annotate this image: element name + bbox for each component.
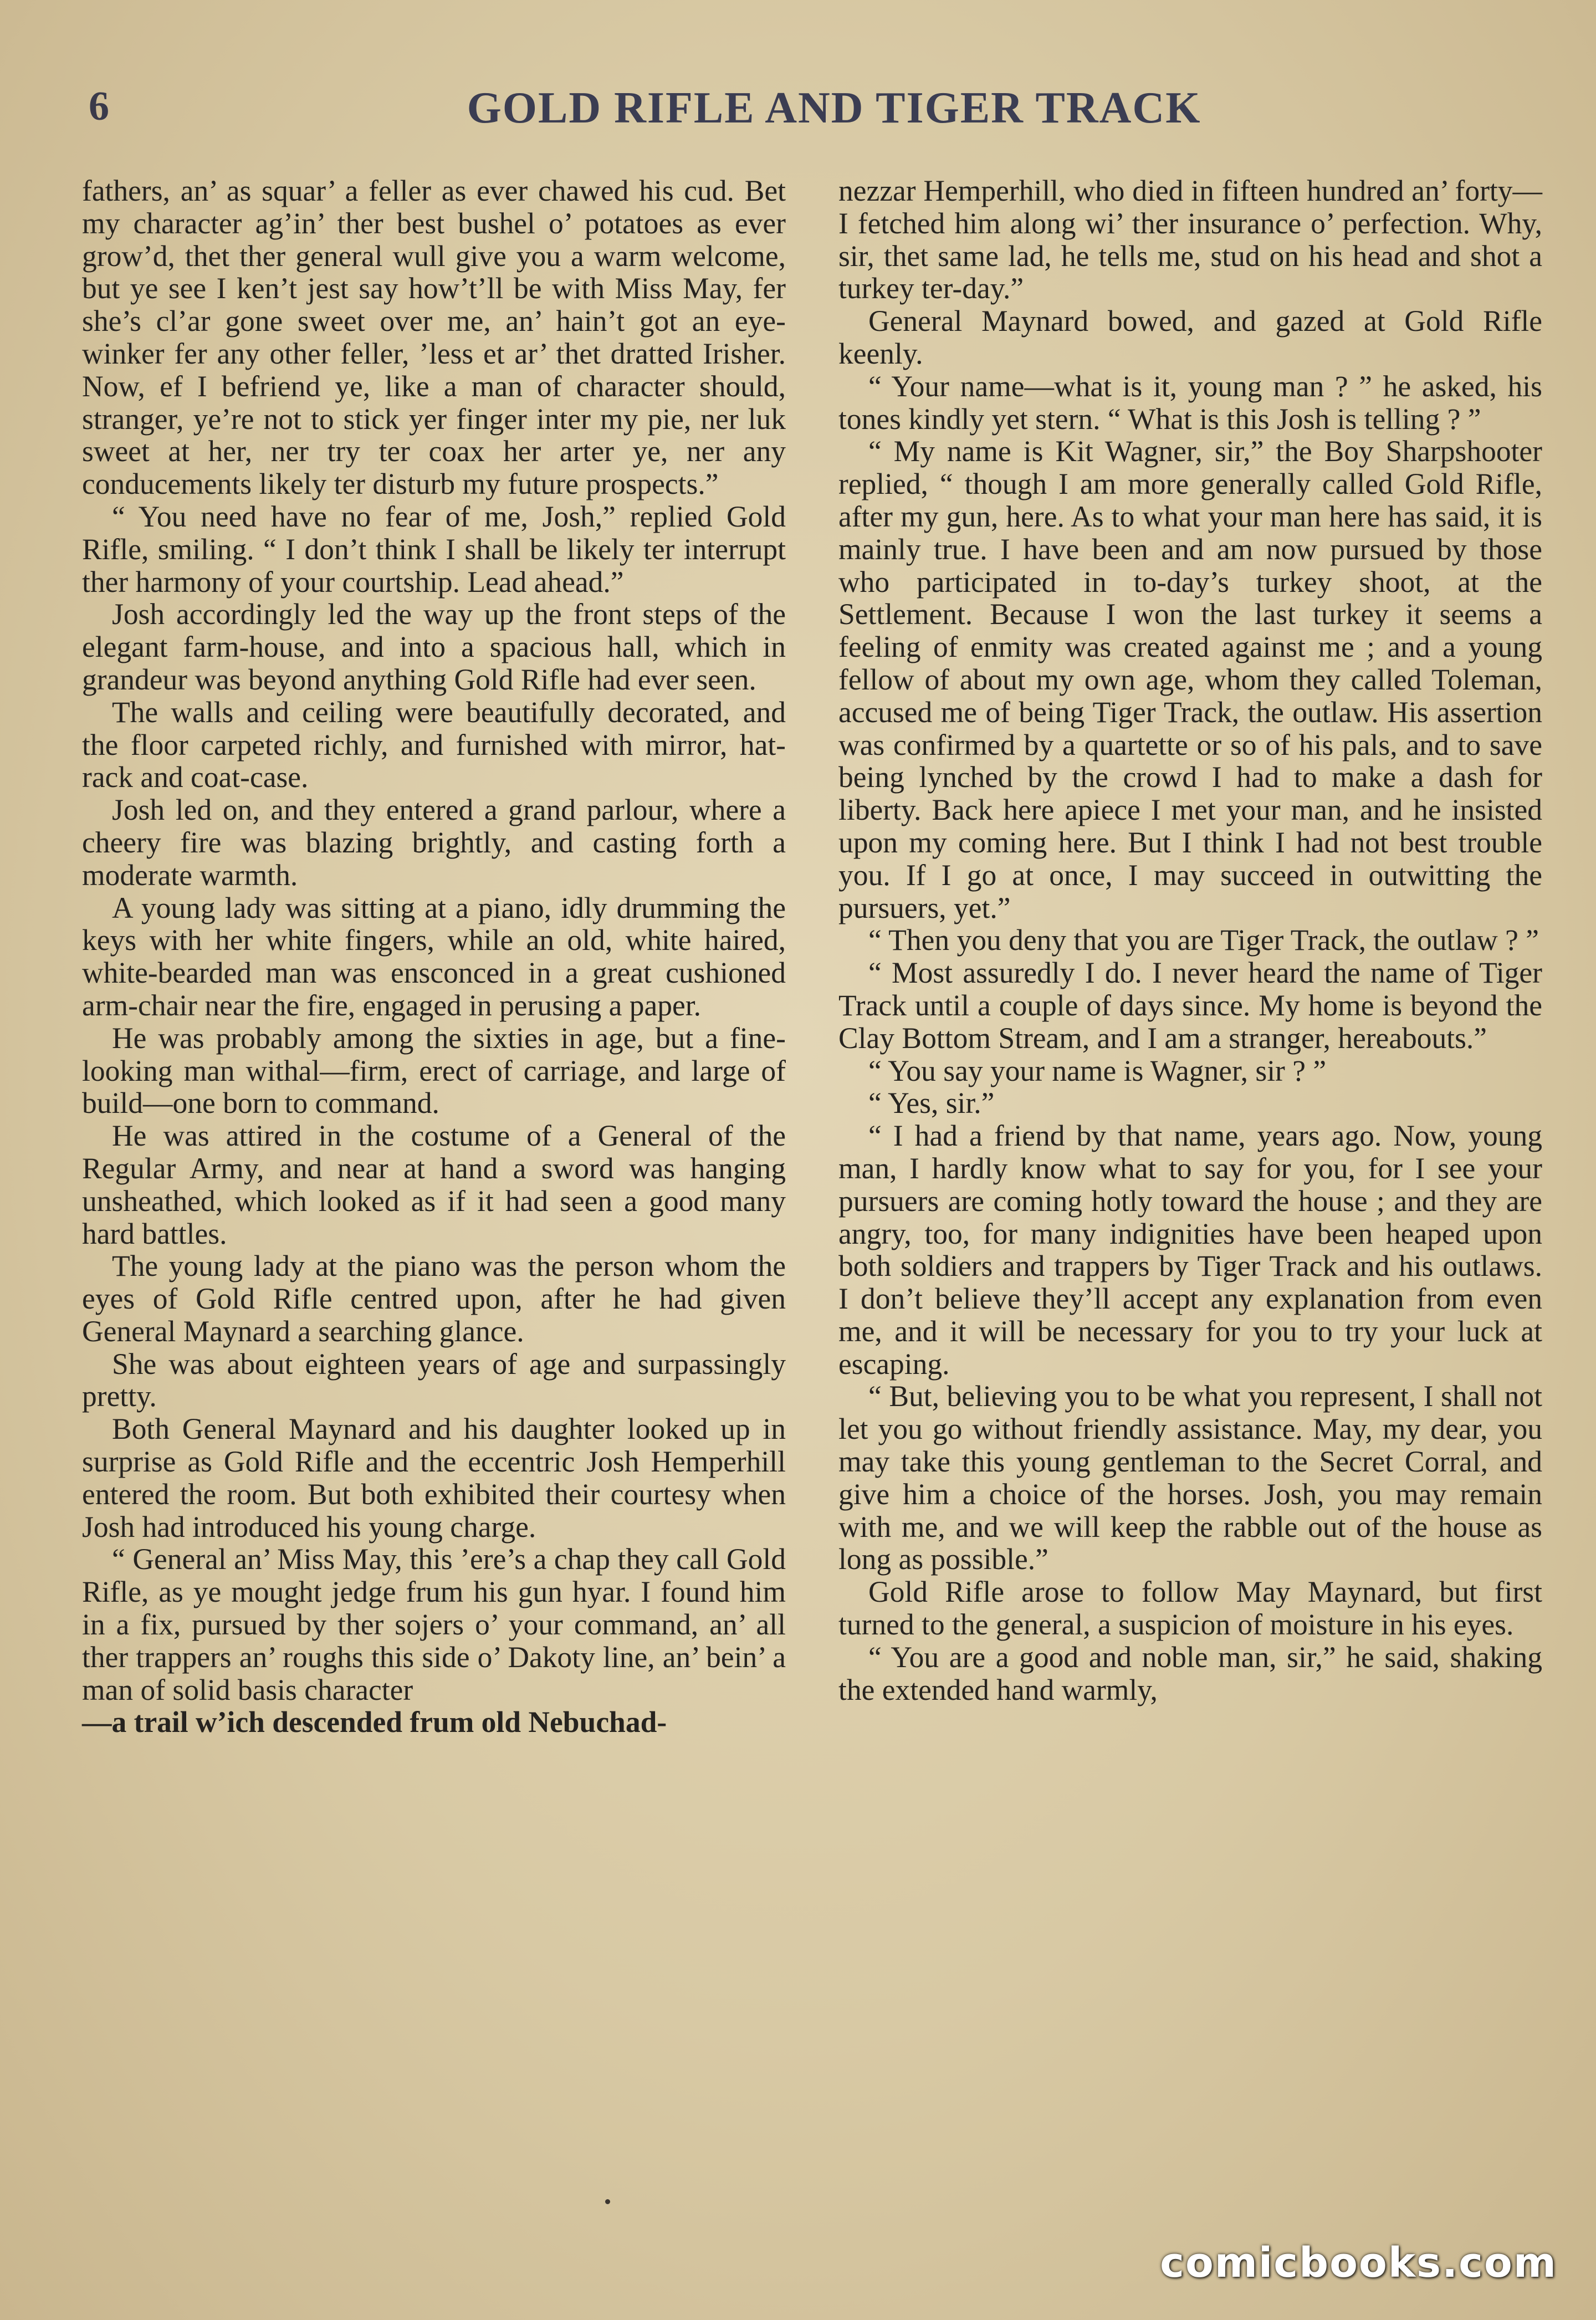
page-number: 6	[89, 84, 110, 129]
paragraph: nezzar Hemperhill, who died in fifteen hundred an’ forty—I fetched him along wi’ ther insurance o’ perfection. Why, sir, thet same lad, he tells me, stud on his head and shot a turkey ter-day.”	[838, 174, 1542, 305]
running-title: GOLD RIFLE AND TIGER TRACK	[467, 84, 1201, 132]
paragraph: “ Yes, sir.”	[868, 1086, 995, 1120]
paragraph: “ You need have no fear of me, Josh,” replied Gold Rifle, smiling. “ I don’t think I shall be likely ter interrupt ther harmony of your courtship. Lead ahead.”	[82, 499, 786, 599]
paragraph: “ General an’ Miss May, this ’ere’s a chap they call Gold Rifle, as ye mought jedge frum his gun hyar. I found him in a fix, pursued by ther sojers o’ your command, an’ all ther trappers an’ roughs this side o’ Dakoty line, an’ bein’ a man of solid basis character	[82, 1542, 786, 1706]
paragraph: The walls and ceiling were beautifully decorated, and the floor carpeted richly, and furnished with mirror, hat-rack and coat-case.	[82, 695, 786, 794]
paragraph: General Maynard bowed, and gazed at Gold Rifle keenly.	[838, 304, 1542, 370]
paragraph: “ Your name—what is it, young man ? ” he asked, his tones kindly yet stern. “ What is this Josh is telling ? ”	[838, 369, 1542, 436]
paragraph: Josh accordingly led the way up the front steps of the elegant farm-house, and into a spacious hall, which in grandeur was beyond anything Gold Rifle had ever seen.	[82, 597, 786, 696]
print-speck	[605, 2199, 610, 2204]
left-column	[82, 175, 786, 1739]
paragraph-last-line: —a trail w’ich descended frum old Nebuchad-	[82, 1705, 667, 1739]
paragraph: “ My name is Kit Wagner, sir,” the Boy Sharpshooter replied, “ though I am more generally called Gold Rifle, after my gun, here. As to what your man here has said, it is mainly true. I have been and am now pursued by those who participated in to-day’s turkey shoot, at the Settlement. Because I won the last turkey it seems a feeling of enmity was created against me ; and a young fellow of about my own age, whom they called Toleman, accused me of being Tiger Track, the outlaw. His assertion was confirmed by a quartette or so of his pals, and to save being lynched by the crowd I had to make a dash for liberty. Back here apiece I met your man, and he insisted upon my coming here. But I think I had not best trouble you. If I go at once, I may succeed in outwitting the pursuers, yet.”	[838, 435, 1542, 924]
paragraph: “ I had a friend by that name, years ago. Now, young man, I hardly know what to say for you, for I see your pursuers are coming hotly toward the house ; and they are angry, too, for many indignities have been heaped upon both soldiers and trappers by Tiger Track and his outlaws. I don’t believe they’ll accept any explanation from even me, and it will be necessary for you to try your luck at escaping.	[838, 1119, 1542, 1381]
paragraph: “ But, believing you to be what you represent, I shall not let you go without friendly assistance. May, my dear, you may take this young gentleman to the Secret Corral, and give him a choice of the horses. Josh, you may remain with me, and we will keep the rabble out of the house as long as possible.”	[838, 1379, 1542, 1576]
paragraph: A young lady was sitting at a piano, idly drumming the keys with her white fingers, while an old, white haired, white-bearded man was ensconced in a great cushioned arm-chair near the fire, engaged in perusing a paper.	[82, 891, 786, 1022]
paragraph: Josh led on, and they entered a grand parlour, where a cheery fire was blazing brightly, and casting forth a moderate warmth.	[82, 793, 786, 892]
page-header	[83, 83, 1552, 139]
paragraph: fathers, an’ as squar’ a feller as ever chawed his cud. Bet my character ag’in’ ther best bushel o’ potatoes as ever grow’d, thet ther general wull give you a warm welcome, but ye see I ken’t jest say how’t’ll be with Miss May, fer she’s cl’ar gone sweet over me, an’ hain’t got an eye-winker fer any other feller, ’less et ar’ thet dratted Irisher. Now, ef I befriend ye, like a man of character should, stranger, ye’re not to stick yer finger inter my pie, ner luk sweet at her, ner try ter coax her arter ye, ner any conducements likely ter disturb my future prospects.”	[82, 174, 786, 501]
paragraph: Gold Rifle arose to follow May Maynard, but first turned to the general, a suspicion of moisture in his eyes.	[838, 1575, 1542, 1642]
paragraph: He was probably among the sixties in age, but a fine-looking man withal—firm, erect of carriage, and large of build—one born to command.	[82, 1021, 786, 1120]
watermark: comicbooks.com	[1160, 2239, 1557, 2287]
paragraph: “ You are a good and noble man, sir,” he said, shaking the extended hand warmly,	[838, 1640, 1542, 1706]
paragraph: The young lady at the piano was the person whom the eyes of Gold Rifle centred upon, after he had given General Maynard a searching glance.	[82, 1249, 786, 1348]
paragraph: “ You say your name is Wagner, sir ? ”	[868, 1054, 1327, 1087]
paragraph: He was attired in the costume of a General of the Regular Army, and near at hand a sword was hanging unsheathed, which looked as if it had seen a good many hard battles.	[82, 1119, 786, 1250]
right-column	[838, 175, 1542, 1706]
paragraph: Both General Maynard and his daughter looked up in surprise as Gold Rifle and the eccentric Josh Hemperhill entered the room. But both exhibited their courtesy when Josh had introduced his young charge.	[82, 1412, 786, 1544]
paragraph: She was about eighteen years of age and surpassingly pretty.	[82, 1347, 786, 1413]
paragraph: “ Most assuredly I do. I never heard the name of Tiger Track until a couple of days since. My home is beyond the Clay Bottom Stream, and I am a stranger, hereabouts.”	[838, 956, 1542, 1055]
paragraph: “ Then you deny that you are Tiger Track, the outlaw ? ”	[868, 923, 1539, 957]
